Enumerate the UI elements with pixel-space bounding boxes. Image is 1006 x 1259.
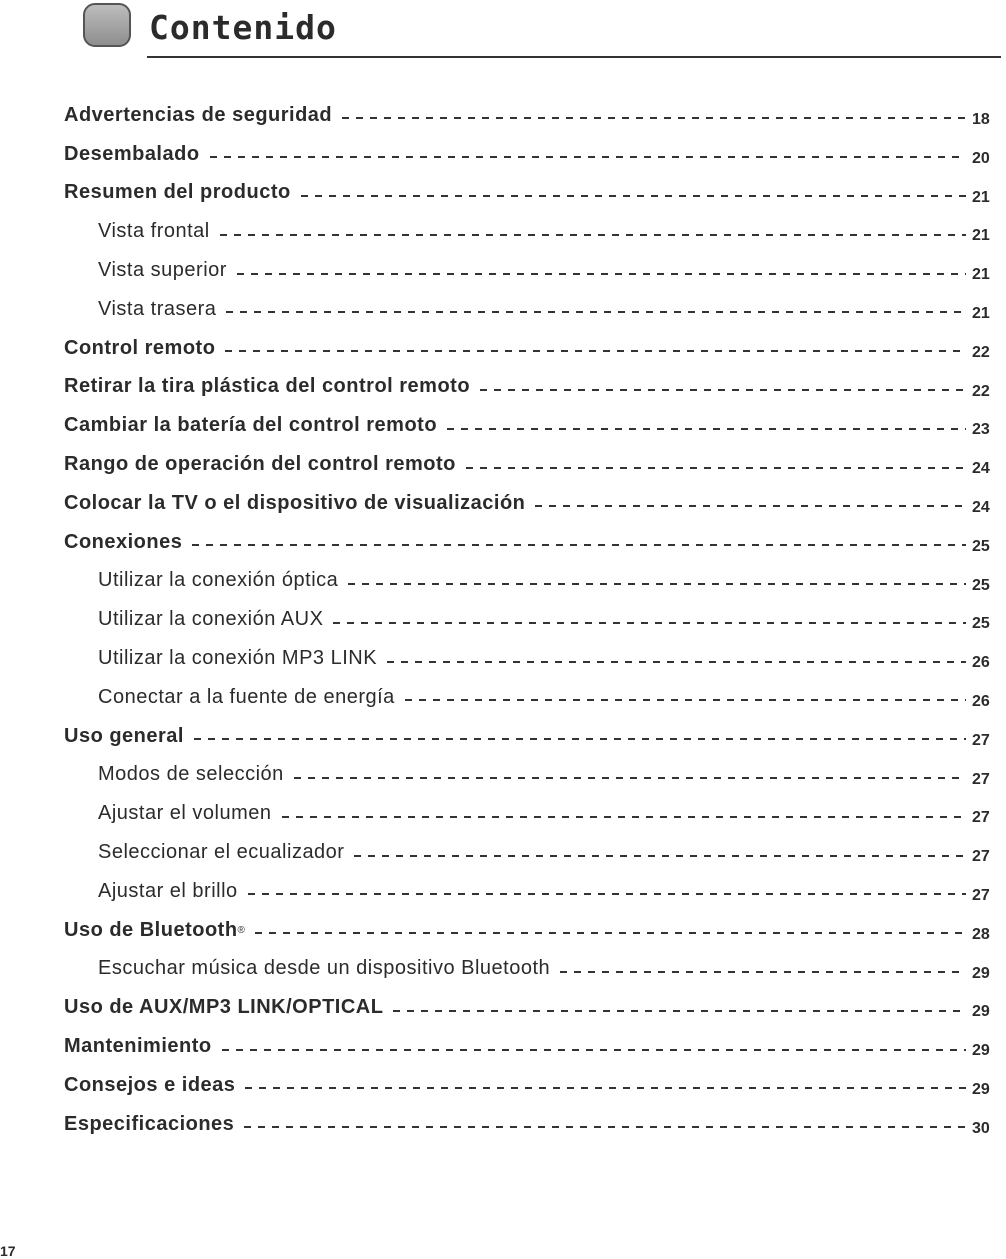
toc-entry[interactable] [0, 950, 1006, 989]
toc-entry[interactable] [0, 251, 1006, 290]
toc-entry[interactable] [0, 1027, 1006, 1066]
dot-leader [225, 350, 966, 352]
toc-entry-page: 27 [972, 731, 990, 749]
toc-entry-label: Modos de selección [98, 763, 284, 786]
toc-entry[interactable] [0, 1105, 1006, 1144]
toc-entry[interactable] [0, 174, 1006, 213]
dot-leader [466, 467, 966, 469]
toc-entry-label: Retirar la tira plástica del control remoto [64, 375, 471, 398]
toc-entry-page: 21 [972, 188, 990, 206]
toc-entry-label: Uso general [64, 724, 184, 747]
toc-entry-page: 25 [972, 537, 990, 555]
title-underline [147, 56, 1001, 58]
toc-entry-page: 29 [972, 964, 990, 982]
toc-entry-label: Utilizar la conexión óptica [98, 569, 339, 592]
toc-entry[interactable] [0, 872, 1006, 911]
toc-entry[interactable] [0, 1066, 1006, 1105]
dot-leader [248, 893, 966, 895]
dot-leader [282, 816, 966, 818]
dot-leader [194, 738, 966, 740]
toc-entry[interactable] [0, 135, 1006, 174]
toc-entry-label: Cambiar la batería del control remoto [64, 414, 438, 437]
dot-leader [348, 583, 966, 585]
toc-entry-label: Ajustar el volumen [98, 802, 272, 825]
toc-entry-page: 27 [972, 809, 990, 827]
toc-entry[interactable] [0, 290, 1006, 329]
toc-entry-label: Rango de operación del control remoto [64, 453, 456, 476]
toc-entry-label: Ajustar el brillo [98, 879, 238, 902]
dot-leader [405, 699, 966, 701]
toc-entry-page: 24 [972, 460, 990, 478]
dot-leader [342, 117, 966, 119]
dot-leader [393, 1010, 966, 1012]
toc-entry-page: 21 [972, 266, 990, 284]
dot-leader [354, 855, 966, 857]
toc-entry[interactable] [0, 756, 1006, 795]
toc-entry-page: 21 [972, 305, 990, 322]
toc-entry-label: Advertencias de seguridad [64, 103, 333, 126]
toc-entry[interactable] [0, 794, 1006, 833]
toc-entry-label: Conexiones [64, 530, 183, 553]
toc-entry-page: 30 [972, 1119, 990, 1137]
toc-entry-page: 27 [972, 887, 990, 904]
toc-entry-page: 27 [972, 770, 990, 788]
dot-leader [245, 1087, 966, 1089]
dot-leader [244, 1126, 966, 1128]
toc-entry[interactable] [0, 911, 1006, 950]
dot-leader [387, 661, 966, 663]
dot-leader [301, 195, 966, 197]
footer-page-number: 17 [0, 1243, 16, 1259]
dot-leader [294, 777, 966, 779]
toc-entry[interactable] [0, 406, 1006, 445]
toc-entry-page: 25 [972, 576, 990, 594]
toc-entry[interactable] [0, 678, 1006, 717]
page-title: Contenido [149, 8, 337, 47]
toc-entry-page: 29 [972, 1003, 990, 1021]
toc-entry-page: 18 [972, 111, 990, 128]
toc-entry-page: 26 [972, 654, 990, 672]
toc-entry[interactable] [0, 484, 1006, 523]
toc-entry-page: 29 [972, 1042, 990, 1060]
toc-entry[interactable] [0, 833, 1006, 872]
toc-entry-page: 24 [972, 499, 990, 516]
toc-entry[interactable] [0, 717, 1006, 756]
toc-entry-label: Conectar a la fuente de energía [98, 685, 395, 708]
toc-entry[interactable] [0, 639, 1006, 678]
toc-entry-label: Vista frontal [98, 220, 210, 243]
toc-entry-page: 22 [972, 343, 990, 361]
dot-leader [222, 1049, 966, 1051]
toc-entry-label: Vista trasera [98, 297, 217, 320]
toc-entry[interactable] [0, 600, 1006, 639]
toc-entry[interactable] [0, 523, 1006, 562]
dot-leader [210, 156, 966, 158]
dot-leader [535, 505, 966, 507]
dot-leader [560, 971, 966, 973]
dot-leader [226, 311, 966, 313]
toc-entry-page: 25 [972, 615, 990, 633]
toc-entry-label: Control remoto [64, 336, 216, 359]
dot-leader [255, 932, 966, 934]
toc-entry[interactable] [0, 329, 1006, 368]
toc-entry-page: 29 [972, 1081, 990, 1098]
toc-entry-label: Escuchar música desde un dispositivo Bluetooth [98, 957, 551, 980]
toc-entry-page: 22 [972, 382, 990, 400]
toc-entry-label: Desembalado [64, 142, 200, 165]
toc-entry[interactable] [0, 445, 1006, 484]
dot-leader [237, 273, 966, 275]
toc-entry[interactable] [0, 368, 1006, 407]
toc-entry[interactable] [0, 212, 1006, 251]
registered-mark: ® [237, 924, 245, 936]
toc-entry-label: Seleccionar el ecualizador [98, 841, 345, 864]
toc-entry-label: Utilizar la conexión AUX [98, 608, 324, 631]
toc-entry-page: 28 [972, 925, 990, 943]
toc-entry-label: Especificaciones [64, 1112, 235, 1135]
dot-leader [447, 428, 966, 430]
dot-leader [220, 234, 966, 236]
toc-entry-page: 26 [972, 693, 990, 710]
dot-leader [480, 389, 966, 391]
toc-entry[interactable] [0, 96, 1006, 135]
toc-entry-label: Uso de AUX/MP3 LINK/OPTICAL [64, 996, 384, 1019]
toc-entry-page: 27 [972, 848, 990, 866]
toc-entry-page: 21 [972, 227, 990, 245]
toc-entry-label: Colocar la TV o el dispositivo de visualización [64, 491, 526, 514]
dot-leader [192, 544, 966, 546]
section-badge-icon [83, 3, 131, 47]
toc-entry-label: Vista superior [98, 259, 227, 282]
toc-entry-page: 23 [972, 421, 990, 439]
toc-entry[interactable] [0, 562, 1006, 601]
toc-entry-label: Utilizar la conexión MP3 LINK [98, 647, 378, 670]
toc-entry-label: Mantenimiento [64, 1035, 212, 1058]
toc-entry-page: 20 [972, 149, 990, 167]
toc-entry-label: Resumen del producto [64, 181, 291, 204]
toc-entry[interactable] [0, 988, 1006, 1027]
dot-leader [333, 622, 966, 624]
toc-entry-label: Consejos e ideas [64, 1073, 236, 1096]
toc-entry-label: Uso de Bluetooth [64, 918, 238, 941]
